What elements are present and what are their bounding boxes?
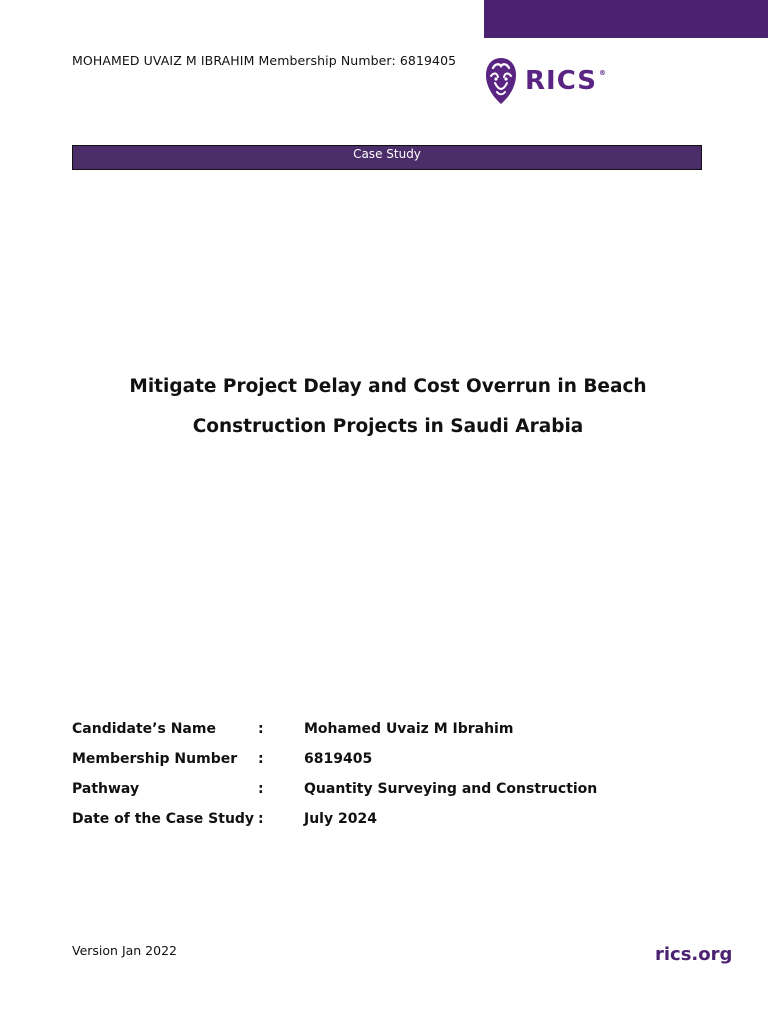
registered-mark: ® xyxy=(598,69,607,77)
version-label: Version Jan 2022 xyxy=(72,943,177,958)
title-line-2: Construction Projects in Saudi Arabia xyxy=(192,416,584,437)
detail-label: Pathway xyxy=(72,781,140,797)
header-accent-band xyxy=(484,0,768,38)
document-title xyxy=(60,367,716,447)
detail-value: July 2024 xyxy=(304,811,377,827)
detail-separator: : xyxy=(258,751,264,767)
rics-logo xyxy=(483,56,607,106)
detail-separator: : xyxy=(258,721,264,737)
lion-head-icon xyxy=(483,56,519,106)
detail-label: Membership Number xyxy=(72,751,238,767)
detail-label: Candidate’s Name xyxy=(72,721,216,737)
detail-value: Quantity Surveying and Construction xyxy=(304,781,598,797)
logo-wordmark: RICS ® xyxy=(525,66,607,96)
detail-value: Mohamed Uvaiz M Ibrahim xyxy=(304,721,514,737)
detail-separator: : xyxy=(258,781,264,797)
title-line-1: Mitigate Project Delay and Cost Overrun in Beach xyxy=(129,376,647,397)
footer-website: rics.org xyxy=(655,944,733,965)
case-study-label: Case Study xyxy=(353,147,421,161)
detail-value: 6819405 xyxy=(304,751,373,767)
candidate-header-line: MOHAMED UVAIZ M IBRAHIM Membership Number: 6819405 xyxy=(72,53,457,68)
detail-separator: : xyxy=(258,811,264,827)
case-study-bar xyxy=(72,145,702,170)
detail-label: Date of the Case Study xyxy=(72,811,255,827)
